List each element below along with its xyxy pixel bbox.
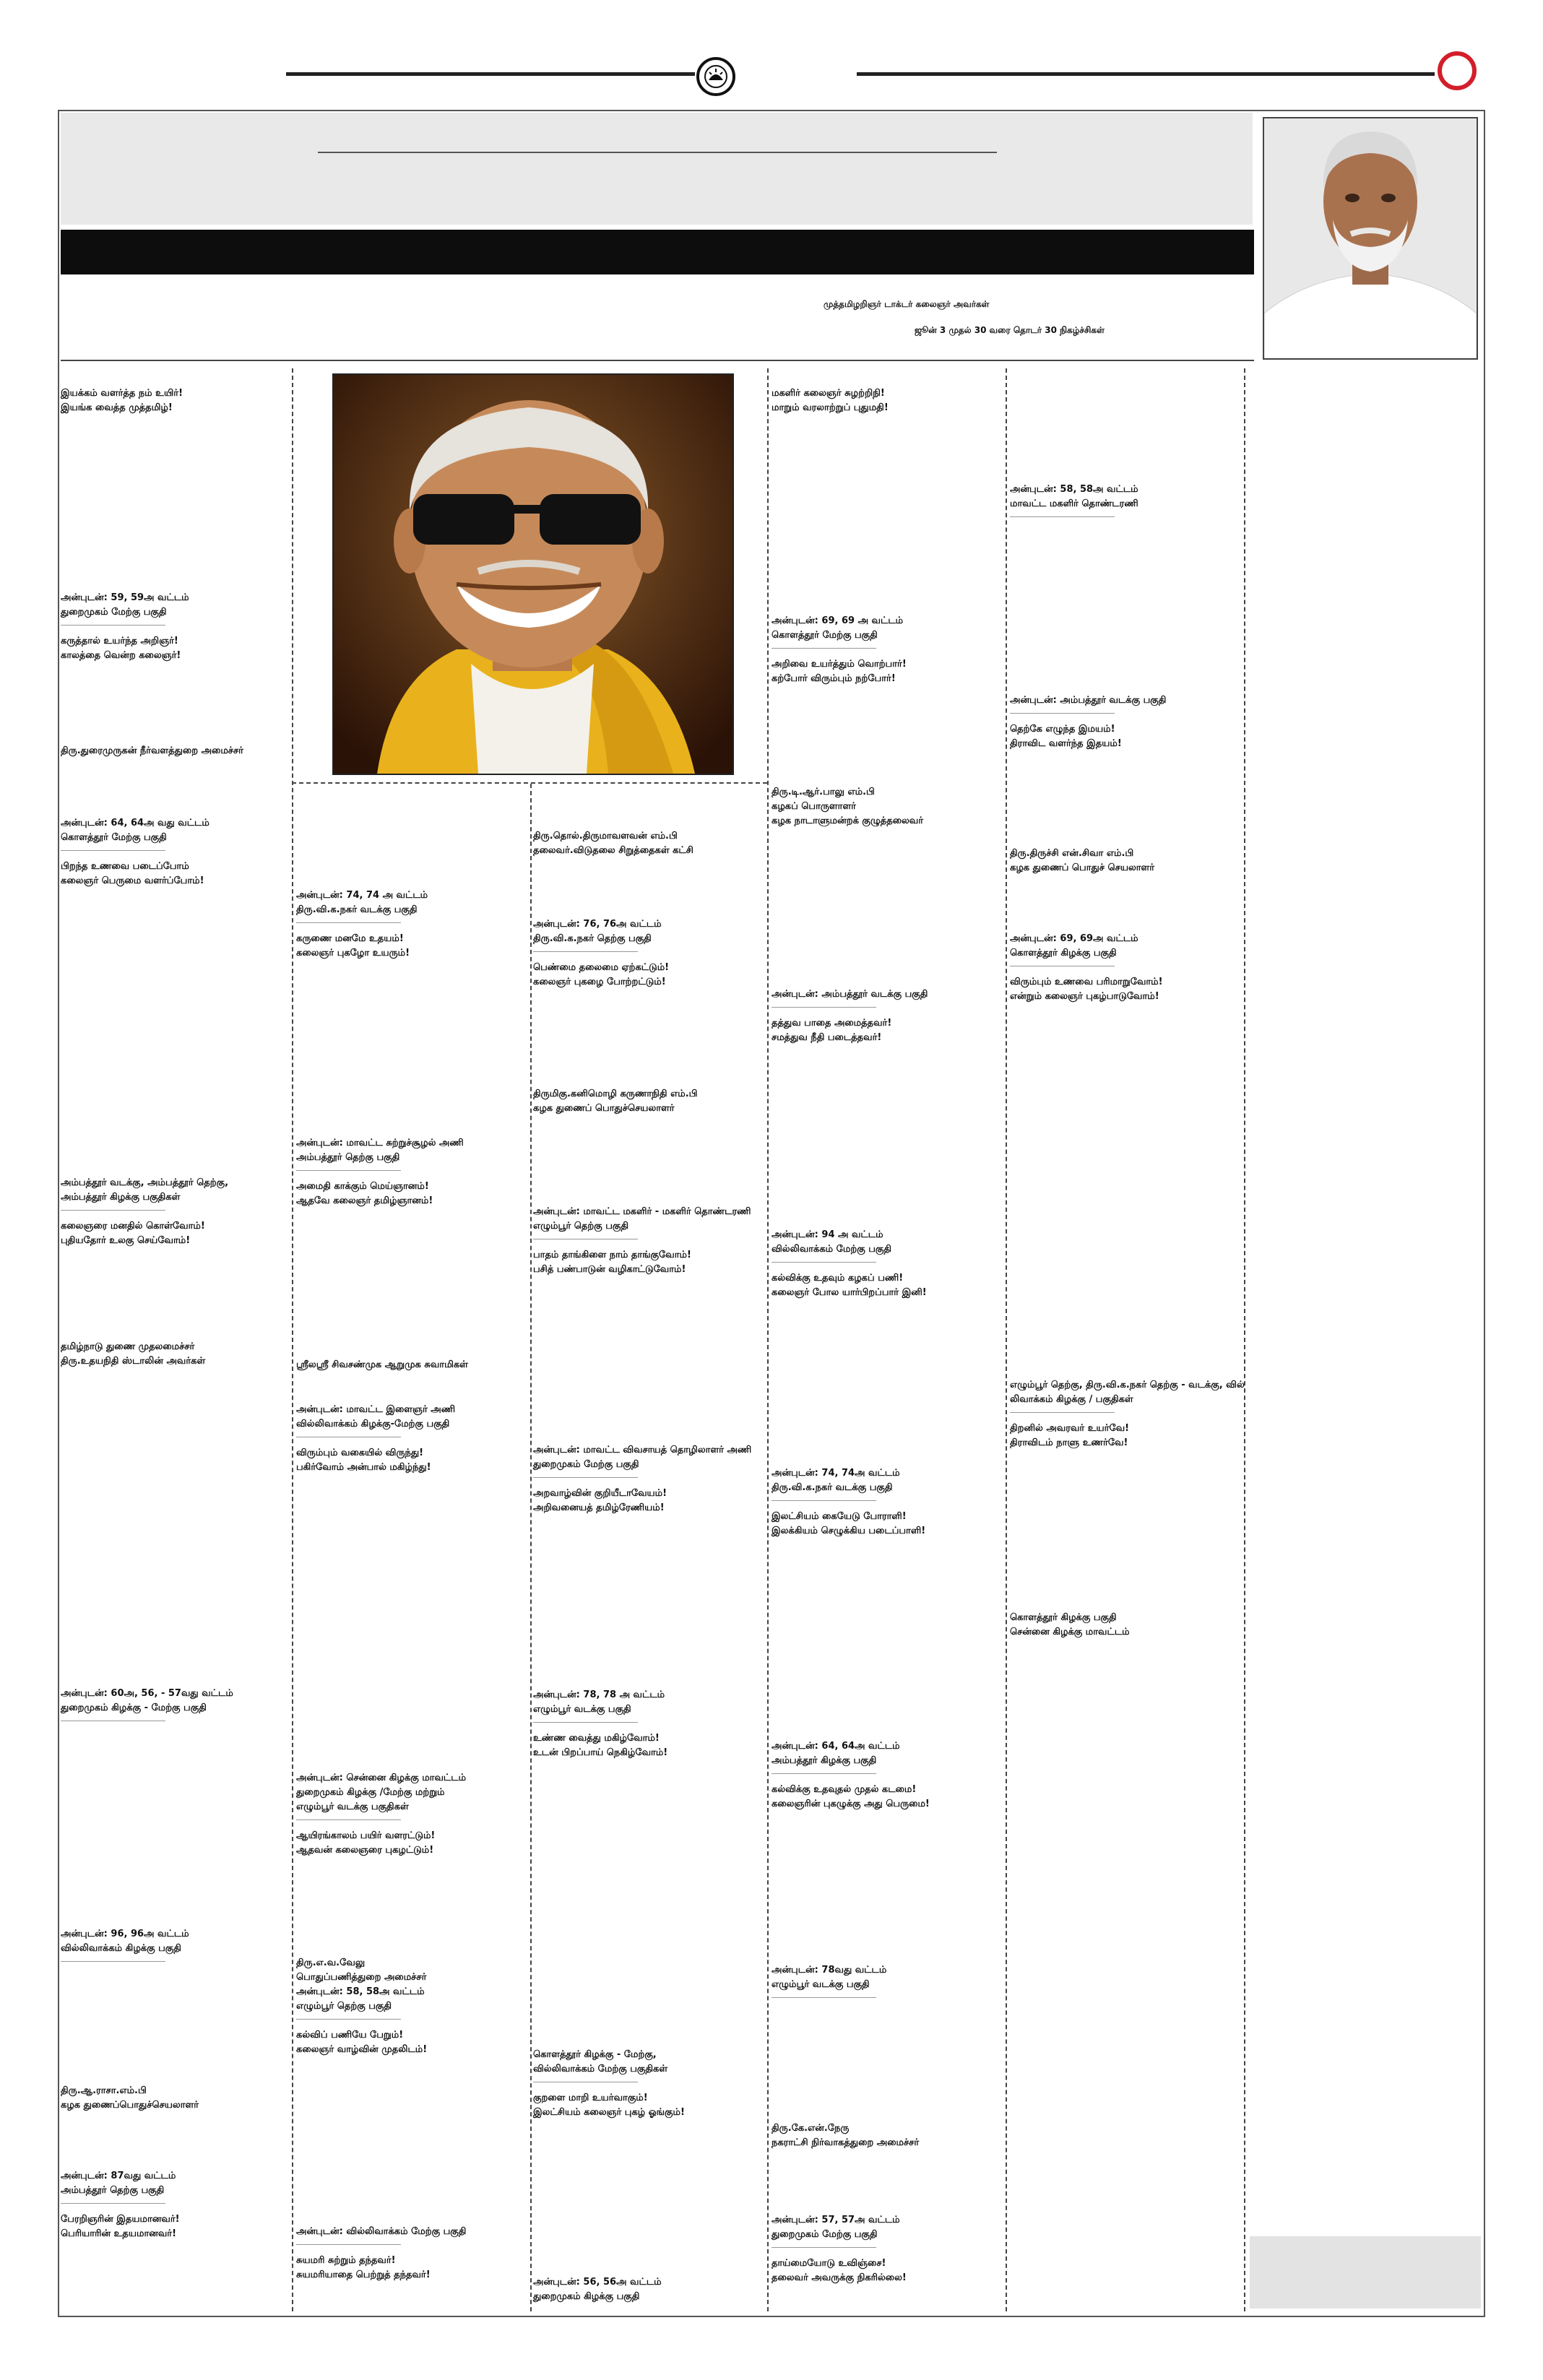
slogan-line: கருத்தால் உயர்ந்த அறிஞர்! bbox=[61, 636, 178, 646]
notice-item bbox=[61, 591, 277, 663]
notice-line: வில்லிவாக்கம் கிழக்கு-மேற்கு பகுதி bbox=[296, 1419, 450, 1429]
slogan-line: கல்விக்கு உதவுதல் முதல் கடமை! bbox=[772, 1784, 917, 1795]
notice-line: திரு.தொல்.திருமாவளவன் எம்.பி bbox=[533, 831, 678, 841]
slogan-line: விரும்பும் வகையில் விருந்து! bbox=[296, 1448, 424, 1458]
notice-item bbox=[296, 1771, 513, 1858]
notice-item bbox=[772, 1739, 988, 1812]
notice-item bbox=[533, 1087, 750, 1116]
notice-line: தலைவர்.விடுதலை சிறுத்தைகள் கட்சி bbox=[533, 845, 693, 856]
notice-line: நகராட்சி நிர்வாகத்துறை அமைச்சர் bbox=[772, 2137, 920, 2148]
notice-item bbox=[61, 816, 277, 888]
notice-line: அன்புடன்: வில்லிவாக்கம் மேற்கு பகுதி bbox=[296, 2226, 467, 2237]
notice-line: அன்புடன்: மாவட்ட இளைஞர் அணி bbox=[296, 1404, 456, 1415]
notice-line: அன்புடன்: சென்னை கிழக்கு மாவட்டம் bbox=[296, 1773, 467, 1783]
notice-line: துறைமுகம் மேற்கு பகுதி bbox=[61, 607, 167, 618]
slogan-line: கலைஞர் பெருமை வளர்ப்போம்! bbox=[61, 875, 204, 886]
subtitle-underline bbox=[61, 360, 1254, 361]
notice-line: அன்புடன்: 78வது வட்டம் bbox=[772, 1965, 887, 1976]
notice-line: தமிழ்நாடு துணை முதலமைச்சர் bbox=[61, 1341, 195, 1352]
notice-line: அம்பத்தூர் தெற்கு பகுதி bbox=[296, 1152, 400, 1163]
notice-line: துறைமுகம் மேற்கு பகுதி bbox=[772, 2229, 878, 2240]
notice-separator bbox=[296, 2244, 401, 2245]
notice-line: துறைமுகம் கிழக்கு - மேற்கு பகுதி bbox=[61, 1702, 207, 1713]
notice-line: அன்புடன்: 94 அ வட்டம் bbox=[772, 1229, 883, 1240]
notice-line: அன்புடன்: 74, 74அ வட்டம் bbox=[772, 1468, 900, 1479]
notice-line: வில்லிவாக்கம் கிழக்கு பகுதி bbox=[61, 1943, 181, 1954]
notice-separator bbox=[772, 648, 876, 649]
notice-line: லிவாக்கம் கிழக்கு / பகுதிகள் bbox=[1010, 1394, 1133, 1405]
notice-line: அன்புடன்: 96, 96அ வட்டம் bbox=[61, 1929, 189, 1939]
notice-line: அம்பத்தூர் கிழக்கு பகுதி bbox=[772, 1755, 877, 1766]
notice-item bbox=[1010, 932, 1227, 1004]
notice-line: அம்பத்தூர் வடக்கு, அம்பத்தூர் தெற்கு, bbox=[61, 1177, 229, 1188]
photo-bottom-divider bbox=[292, 782, 767, 784]
notice-line: அன்புடன்: 58, 58அ வட்டம் bbox=[1010, 484, 1138, 495]
notice-line: திரு.ஆ.ராசா.எம்.பி bbox=[61, 2085, 147, 2096]
notice-item bbox=[533, 829, 750, 858]
notice-line: அன்புடன்: 69, 69 அ வட்டம் bbox=[772, 615, 904, 626]
notice-line: கொளத்தூர் மேற்கு பகுதி bbox=[772, 630, 878, 641]
slogan-line: பாதம் தாங்கிளை நாம் தாங்குவோம்! bbox=[533, 1250, 691, 1260]
notice-line: அன்புடன்: 64, 64அ வட்டம் bbox=[772, 1741, 900, 1752]
notice-separator bbox=[1010, 516, 1115, 517]
notice-separator bbox=[61, 1961, 165, 1962]
notice-line: அன்புடன்: மாவட்ட மகளிர் - மகளிர் தொண்டரணி bbox=[533, 1206, 751, 1217]
notice-item bbox=[296, 1403, 513, 1475]
notice-line: கழக துணைப் பொதுச்செயலாளர் bbox=[533, 1103, 675, 1114]
slogan-line: உடன் பிறப்பாய் நெகிழ்வோம்! bbox=[533, 1747, 668, 1758]
slogan-line: இலட்சியம் கையேடு போராளி! bbox=[772, 1511, 907, 1522]
notice-separator bbox=[533, 1722, 638, 1723]
slogan-line: புதியதோர் உலகு செய்வோம்! bbox=[61, 1235, 191, 1246]
notice-line: அன்புடன்: 56, 56அ வட்டம் bbox=[533, 2277, 662, 2288]
notice-separator bbox=[61, 850, 165, 851]
notice-separator bbox=[772, 1262, 876, 1263]
notice-item bbox=[772, 2213, 988, 2285]
slogan-line: திறனில் அவரவர் உயர்வே! bbox=[1010, 1423, 1130, 1434]
slogan-line: பெரியாரின் உதயமானவர்! bbox=[61, 2228, 177, 2239]
slogan-line: திராவிடம் நாளு உணர்வே! bbox=[1010, 1437, 1128, 1448]
notice-line: அன்புடன்: 60அ, 56, - 57வது வட்டம் bbox=[61, 1688, 233, 1699]
column-divider bbox=[767, 368, 769, 2311]
slogan-line: என்றும் கலைஞர் புகழ்பாடுவோம்! bbox=[1010, 991, 1159, 1002]
notice-line: கொளத்தூர் கிழக்கு பகுதி bbox=[1010, 1612, 1117, 1623]
notice-line: கழக துணைப் பொதுச் செயலாளர் bbox=[1010, 862, 1155, 873]
notice-line: அன்புடன்: மாவட்ட சுற்றுச்சூழல் அணி bbox=[296, 1138, 464, 1148]
notice-separator bbox=[1010, 1412, 1115, 1413]
column-divider bbox=[292, 368, 293, 2311]
notice-line: எழும்பூர் வடக்கு பகுதிகள் bbox=[296, 1801, 409, 1812]
notice-separator bbox=[533, 951, 638, 952]
header-rule-left bbox=[286, 72, 695, 76]
notice-line: கொளத்தூர் மேற்கு பகுதி bbox=[61, 832, 167, 843]
notice-line: கழக நாடாளுமன்றக் குழுத்தலைவர் bbox=[772, 815, 924, 826]
slogan-line: பிறந்த உணவை படைப்போம் bbox=[61, 861, 189, 872]
slogan-line: சுயமரி சுற்றும் தந்தவர்! bbox=[296, 2255, 396, 2266]
slogan-line: தெற்கே எழுந்த இமயம்! bbox=[1010, 724, 1115, 735]
notice-separator bbox=[772, 1007, 876, 1008]
notice-line: வில்லிவாக்கம் மேற்கு பகுதி bbox=[772, 1244, 892, 1255]
slogan-line: தத்துவ பாதை அமைத்தவர்! bbox=[772, 1018, 892, 1029]
notice-separator bbox=[296, 2019, 401, 2020]
notice-line: அன்புடன்: 78, 78 அ வட்டம் bbox=[533, 1689, 665, 1700]
slogan-line: கலைஞர் வாழ்வின் முதலிடம்! bbox=[296, 2044, 428, 2055]
notice-line: அன்புடன்: மாவட்ட விவசாயத் தொழிலாளர் அணி bbox=[533, 1445, 752, 1455]
notice-item bbox=[772, 1466, 988, 1539]
slogan-line: பெண்மை தலைமை ஏற்கட்டும்! bbox=[533, 962, 670, 973]
banner-rule bbox=[318, 152, 997, 153]
black-title-band bbox=[61, 230, 1254, 274]
event-dates: ஜூன் 3 முதல் 30 வரை தொடர் 30 நிகழ்ச்சிகள் bbox=[915, 325, 1105, 335]
notice-line: கொளத்தூர் கிழக்கு பகுதி bbox=[1010, 948, 1117, 959]
notice-line: எழும்பூர் வடக்கு பகுதி bbox=[533, 1704, 631, 1715]
notice-line: வில்லிவாக்கம் மேற்கு பகுதிகள் bbox=[533, 2064, 668, 2074]
notice-line: ஸ்ரீலஸ்ரீ சிவசண்முக ஆறுமுக சுவாமிகள் bbox=[296, 1359, 468, 1370]
notice-line: அன்புடன்: 76, 76அ வட்டம் bbox=[533, 919, 662, 930]
notice-separator bbox=[61, 1210, 165, 1211]
notice-item bbox=[772, 2121, 988, 2150]
notice-item bbox=[1010, 1611, 1227, 1640]
notice-line: சென்னை கிழக்கு மாவட்டம் bbox=[1010, 1627, 1130, 1637]
notice-separator bbox=[296, 922, 401, 923]
leader-portrait bbox=[1263, 117, 1478, 360]
notice-line: கழகப் பொருளாளர் bbox=[772, 801, 856, 812]
notice-item bbox=[61, 2084, 277, 2113]
slogan-line: தலைவர் அவருக்கு நிகரில்லை! bbox=[772, 2272, 907, 2283]
notice-line: அன்புடன்: 58, 58அ வட்டம் bbox=[296, 1986, 425, 1997]
notice-item bbox=[61, 1687, 277, 1730]
notice-line: எழும்பூர் தெற்கு, திரு.வி.க.நகர் தெற்கு - வடக்கு, வில் bbox=[1010, 1380, 1245, 1390]
notice-item bbox=[296, 1136, 513, 1208]
notice-item bbox=[1010, 1378, 1245, 1450]
notice-line: மாறும் வரலாற்றுப் புதுமதி! bbox=[772, 402, 889, 413]
notice-line: திரு.வி.க.நகர் வடக்கு பகுதி bbox=[772, 1482, 893, 1493]
slogan-line: அறிவனையத் தமிழ்ரேணியம்! bbox=[533, 1502, 665, 1513]
notice-line: இயக்கம் வளர்த்த நம் உயிர்! bbox=[61, 388, 183, 399]
notice-separator bbox=[61, 2203, 165, 2204]
notice-line: இயங்க வைத்த முத்தமிழ்! bbox=[61, 402, 173, 413]
notice-line: திரு.உதயநிதி ஸ்டாலின் அவர்கள் bbox=[61, 1356, 206, 1367]
slogan-line: கற்போர் விரும்பும் நற்போர்! bbox=[772, 673, 896, 684]
notice-line: திரு.டி.ஆர்.பாலு எம்.பி bbox=[772, 787, 875, 797]
notice-line: திருமிகு.கனிமொழி கருணாநிதி எம்.பி bbox=[533, 1089, 698, 1099]
notice-line: துறைமுகம் கிழக்கு பகுதி bbox=[533, 2291, 640, 2302]
notice-item bbox=[772, 987, 988, 1045]
slogan-line: கலைஞர் போல யார்பிறப்பார் இனி! bbox=[772, 1287, 927, 1298]
notice-line: எழும்பூர் தெற்கு பகுதி bbox=[296, 2001, 392, 2012]
notice-line: கொளத்தூர் கிழக்கு - மேற்கு, bbox=[533, 2049, 657, 2060]
slogan-line: அறிவை உயர்த்தும் வொற்பார்! bbox=[772, 659, 907, 670]
notice-item bbox=[533, 1443, 750, 1515]
slogan-line: பகிர்வோம் அன்பால் மகிழ்ந்து! bbox=[296, 1462, 431, 1473]
notice-item bbox=[296, 888, 513, 961]
notice-separator bbox=[772, 1500, 876, 1501]
slogan-line: கலைஞரின் புகழுக்கு அது பெருமை! bbox=[772, 1799, 930, 1809]
kalaignar-portrait bbox=[332, 373, 734, 775]
notice-line: திரு.வி.க.நகர் தெற்கு பகுதி bbox=[533, 933, 652, 944]
notice-line: அன்புடன்: 69, 69அ வட்டம் bbox=[1010, 933, 1138, 944]
notice-item bbox=[772, 1963, 988, 2007]
notice-item bbox=[533, 1205, 750, 1277]
notice-item bbox=[772, 785, 988, 828]
slogan-line: காலத்தை வென்ற கலைஞர்! bbox=[61, 650, 181, 661]
notice-item bbox=[61, 1340, 277, 1369]
notice-item bbox=[533, 1688, 750, 1760]
notice-item bbox=[1010, 847, 1227, 875]
notice-separator bbox=[772, 1773, 876, 1774]
slogan-line: இலட்சியம் கலைஞர் புகழ் ஓங்கும்! bbox=[533, 2107, 685, 2118]
notice-item bbox=[61, 386, 277, 415]
rising-sun-emblem-icon bbox=[696, 57, 735, 96]
slogan-line: தாய்மையோடு உவிஞ்சை! bbox=[772, 2258, 886, 2269]
notice-line: மாவட்ட மகளிர் தொண்டரணி bbox=[1010, 498, 1138, 509]
notice-line: எழும்பூர் தெற்கு பகுதி bbox=[533, 1221, 629, 1232]
notice-line: பொதுப்பணித்துறை அமைச்சர் bbox=[296, 1972, 427, 1983]
notice-item bbox=[61, 1927, 277, 1970]
slogan-line: பேரறிஞரின் இதயமானவர்! bbox=[61, 2214, 180, 2225]
notice-item bbox=[61, 744, 277, 758]
notice-line: திரு.கே.என்.நேரு bbox=[772, 2123, 850, 2134]
corner-grey-box bbox=[1250, 2236, 1481, 2308]
notice-line: அன்புடன்: அம்பத்தூர் வடக்கு பகுதி bbox=[1010, 695, 1167, 706]
notice-line: துறைமுகம் கிழக்கு /மேற்கு மற்றும் bbox=[296, 1787, 445, 1798]
header-rule-right bbox=[857, 72, 1435, 76]
notice-line: மகளிர் கலைஞர் சுழற்றிநி! bbox=[772, 388, 885, 399]
notice-item bbox=[296, 1956, 513, 2057]
notice-separator bbox=[772, 1997, 876, 1998]
slogan-line: ஆதவே கலைஞர் தமிழ்ஞானம்! bbox=[296, 1195, 433, 1206]
slogan-line: ஆயிரங்காலம் பயிர் வளரட்டும்! bbox=[296, 1830, 436, 1841]
notice-line: அன்புடன்: அம்பத்தூர் வடக்கு பகுதி bbox=[772, 989, 928, 1000]
column-divider bbox=[530, 784, 532, 2311]
slogan-line: சுயமரியாதை பெற்றுத் தந்தவர்! bbox=[296, 2269, 431, 2280]
slogan-line: சமத்துவ நீதி படைத்தவர்! bbox=[772, 1032, 882, 1043]
notice-line: அன்புடன்: 74, 74 அ வட்டம் bbox=[296, 890, 428, 901]
column-divider bbox=[1244, 368, 1245, 2311]
notice-item bbox=[533, 2048, 750, 2120]
notice-line: அன்புடன்: 59, 59அ வட்டம் bbox=[61, 592, 189, 603]
notice-item bbox=[772, 1228, 988, 1300]
notice-line: திரு.துரைமுருகன் நீர்வளத்துறை அமைச்சர் bbox=[61, 745, 243, 756]
notice-line: அன்புடன்: 64, 64அ வது வட்டம் bbox=[61, 818, 209, 828]
slogan-line: கலைஞர் புகழோ உயரும்! bbox=[296, 948, 410, 959]
slogan-line: உண்ண வைத்து மகிழ்வோம்! bbox=[533, 1733, 660, 1744]
notice-separator bbox=[772, 2247, 876, 2248]
notice-item bbox=[1010, 483, 1227, 526]
slogan-line: கருணை மனமே உதயம்! bbox=[296, 933, 404, 944]
notice-item bbox=[772, 386, 988, 415]
slogan-line: விரும்பும் உணவை பரிமாறுவோம்! bbox=[1010, 977, 1163, 987]
notice-line: துறைமுகம் மேற்கு பகுதி bbox=[533, 1459, 639, 1470]
column-divider bbox=[1006, 368, 1007, 2311]
notice-line: அம்பத்தூர் கிழக்கு பகுதிகள் bbox=[61, 1192, 181, 1203]
notice-item bbox=[772, 614, 988, 686]
notice-line: திரு.வி.க.நகர் வடக்கு பகுதி bbox=[296, 904, 418, 915]
notice-line: எழும்பூர் வடக்கு பகுதி bbox=[772, 1979, 870, 1990]
notice-item bbox=[296, 1358, 513, 1372]
notice-item bbox=[533, 917, 750, 990]
red-ring-icon bbox=[1438, 51, 1477, 90]
notice-line: கழக துணைப்பொதுச்செயலாளர் bbox=[61, 2100, 199, 2111]
notice-separator bbox=[61, 625, 165, 626]
slogan-line: இலக்கியம் செழுக்கிய படைப்பாளி! bbox=[772, 1526, 926, 1536]
notice-line: திரு.திருச்சி என்.சிவா எம்.பி bbox=[1010, 848, 1134, 859]
notice-item bbox=[61, 2169, 277, 2241]
slogan-line: திராவிட வளர்ந்த இதயம்! bbox=[1010, 738, 1122, 749]
notice-separator bbox=[296, 1170, 401, 1171]
notice-item bbox=[296, 2225, 513, 2282]
notice-line: திரு.எ.வ.வேலு bbox=[296, 1957, 366, 1968]
slogan-line: கல்விப் பணியே பேறும்! bbox=[296, 2030, 404, 2041]
slogan-line: பசித் பண்பாடுன் வழிகாட்டுவோம்! bbox=[533, 1264, 686, 1275]
slogan-line: ஆதவன் கலைஞரை புகழட்டும்! bbox=[296, 1845, 434, 1856]
notice-line: அம்பத்தூர் தெற்கு பகுதி bbox=[61, 2185, 165, 2196]
slogan-line: கல்விக்கு உதவும் கழகப் பணி! bbox=[772, 1273, 904, 1284]
notice-separator bbox=[296, 1819, 401, 1820]
notice-item bbox=[61, 1176, 277, 1248]
notice-separator bbox=[1010, 713, 1115, 714]
slogan-line: அமைதி காக்கும் மெய்ஞானம்! bbox=[296, 1181, 429, 1192]
slogan-line: அறவாழ்வின் குறியீடாவேயம்! bbox=[533, 1488, 667, 1499]
notice-line: அன்புடன்: 57, 57அ வட்டம் bbox=[772, 2215, 900, 2225]
slogan-line: கலைஞரை மனதில் கொள்வோம்! bbox=[61, 1221, 205, 1232]
notice-item bbox=[533, 2275, 750, 2304]
slogan-line: குறளை மாறி உயர்வாகும்! bbox=[533, 2093, 648, 2103]
banner-area bbox=[61, 113, 1253, 225]
slogan-line: கலைஞர் புகழை போற்றட்டும்! bbox=[533, 977, 666, 987]
notice-item bbox=[1010, 693, 1227, 751]
notice-line: அன்புடன்: 87வது வட்டம் bbox=[61, 2171, 176, 2181]
notice-separator bbox=[533, 1477, 638, 1478]
event-subtitle: முத்தமிழறிஞர் டாக்டர் கலைஞர் அவர்கள் bbox=[824, 299, 990, 309]
